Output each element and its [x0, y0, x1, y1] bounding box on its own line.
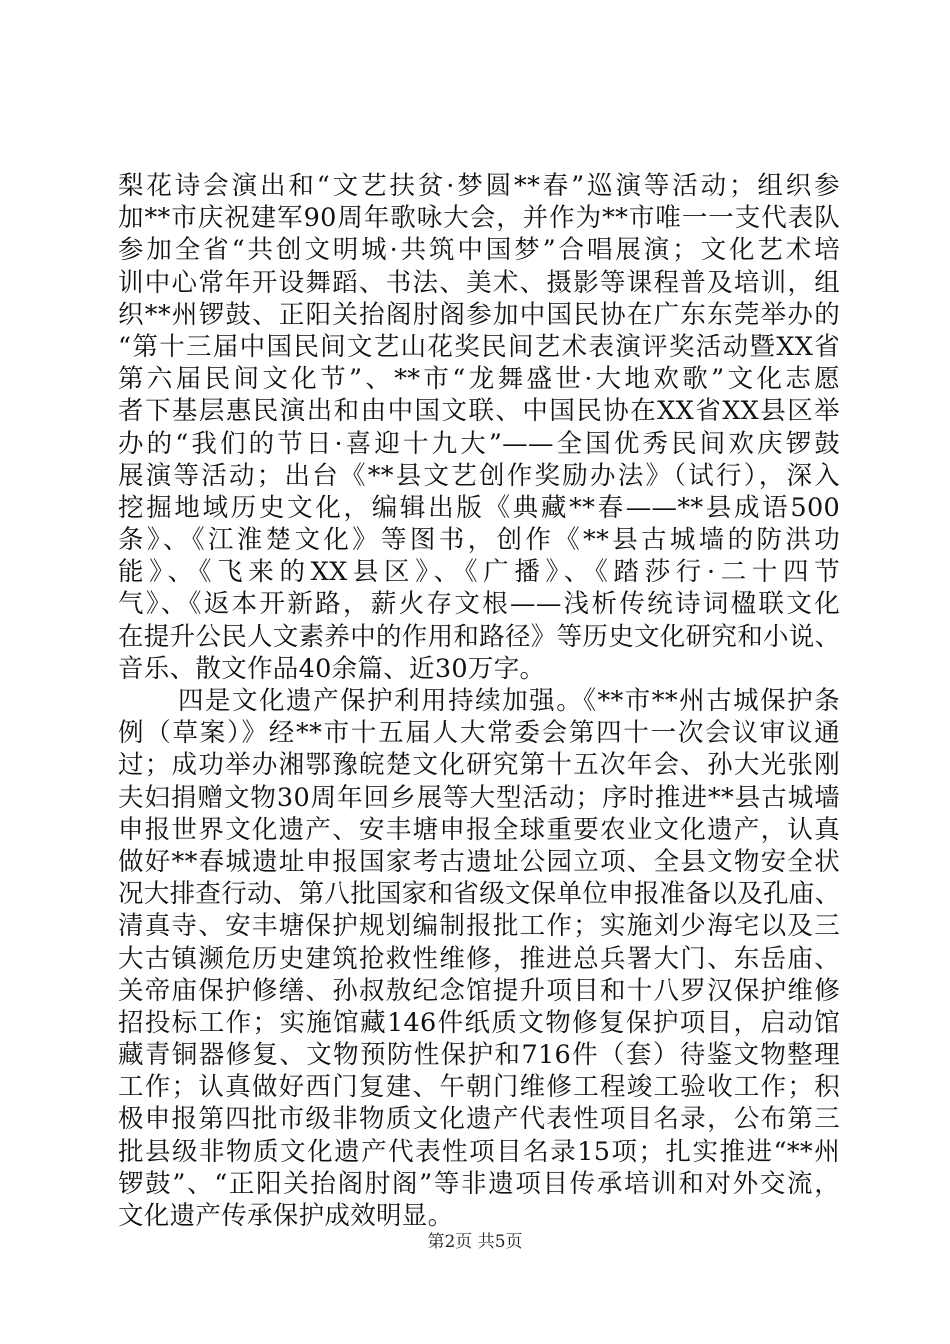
text-line: 织**州锣鼓、正阳关抬阁肘阁参加中国民协在广东东莞举办的	[118, 299, 840, 330]
text-line: 工作；认真做好西门复建、午朝门维修工程竣工验收工作；积	[118, 1072, 840, 1103]
text-line: 锣鼓”、“正阳关抬阁肘阁”等非遗项目传承培训和对外交流，	[118, 1168, 840, 1199]
text-line: 展演等活动；出台《**县文艺创作奖励办法》（试行），深入	[118, 460, 840, 491]
text-line: 在提升公民人文素养中的作用和路径》等历史文化研究和小说、	[118, 621, 841, 652]
page-footer	[0, 1227, 950, 1252]
text-line: 况大排查行动、第八批国家和省级文保单位申报准备以及孔庙、	[118, 879, 841, 910]
text-line: 夫妇捐赠文物30周年回乡展等大型活动；序时推进**县古城墙	[118, 782, 840, 813]
text-line: 例（草案）》经**市十五届人大常委会第四十一次会议审议通	[118, 718, 840, 749]
text-line: “第十三届中国民间文艺山花奖民间艺术表演评奖活动暨XX省	[118, 331, 840, 362]
text-line: 申报世界文化遗产、安丰塘申报全球重要农业文化遗产，认真	[118, 814, 840, 845]
text-line: 挖掘地域历史文化，编辑出版《典藏**春——**县成语500	[118, 492, 840, 523]
document-body	[118, 170, 840, 1232]
text-line: 极申报第四批市级非物质文化遗产代表性项目名录，公布第三	[118, 1104, 840, 1135]
text-line: 气》、《返本开新路，薪火存文根——浅析传统诗词楹联文化	[118, 589, 840, 620]
text-line: 者下基层惠民演出和由中国文联、中国民协在XX省XX县区举	[118, 396, 840, 427]
text-line: 音乐、散文作品40余篇、近30万字。	[118, 653, 546, 684]
text-line: 招投标工作；实施馆藏146件纸质文物修复保护项目，启动馆	[118, 1007, 840, 1038]
page-number: 第2页 共5页	[427, 1232, 523, 1252]
text-line: 条》、《江淮楚文化》等图书，创作《**县古城墙的防洪功	[118, 525, 840, 556]
text-line: 办的“我们的节日·喜迎十九大”——全国优秀民间欢庆锣鼓	[118, 428, 840, 459]
text-line: 关帝庙保护修缮、孙叔敖纪念馆提升项目和十八罗汉保护维修	[118, 975, 840, 1006]
text-line: 文化遗产传承保护成效明显。	[118, 1201, 454, 1231]
text-line: 训中心常年开设舞蹈、书法、美术、摄影等课程普及培训，组	[118, 267, 840, 298]
text-line: 参加全省“共创文明城·共筑中国梦”合唱展演；文化艺术培	[118, 235, 840, 266]
text-line: 藏青铜器修复、文物预防性保护和716件（套）待鉴文物整理	[118, 1040, 840, 1071]
text-line: 能》、《飞来的XX县区》、《广播》、《踏莎行·二十四节	[118, 557, 840, 588]
text-line: 批县级非物质文化遗产代表性项目名录15项；扎实推进“**州	[118, 1136, 840, 1167]
text-line: 大古镇濒危历史建筑抢救性维修，推进总兵署大门、东岳庙、	[118, 943, 840, 974]
paragraph	[118, 170, 840, 685]
text-line: 梨花诗会演出和“文艺扶贫·梦圆**春”巡演等活动；组织参	[118, 171, 840, 201]
text-line: 四是文化遗产保护利用持续加强。《**市**州古城保护条	[178, 686, 840, 716]
text-line: 加**市庆祝建军90周年歌咏大会，并作为**市唯一一支代表队	[118, 203, 840, 234]
text-line: 做好**春城遗址申报国家考古遗址公园立项、全县文物安全状	[118, 846, 840, 877]
paragraph	[118, 685, 840, 1232]
text-line: 清真寺、安丰塘保护规划编制报批工作；实施刘少海宅以及三	[118, 911, 840, 942]
text-line: 第六届民间文化节”、**市“龙舞盛世·大地欢歌”文化志愿	[118, 364, 840, 395]
text-line: 过；成功举办湘鄂豫皖楚文化研究第十五次年会、孙大光张刚	[118, 750, 840, 781]
